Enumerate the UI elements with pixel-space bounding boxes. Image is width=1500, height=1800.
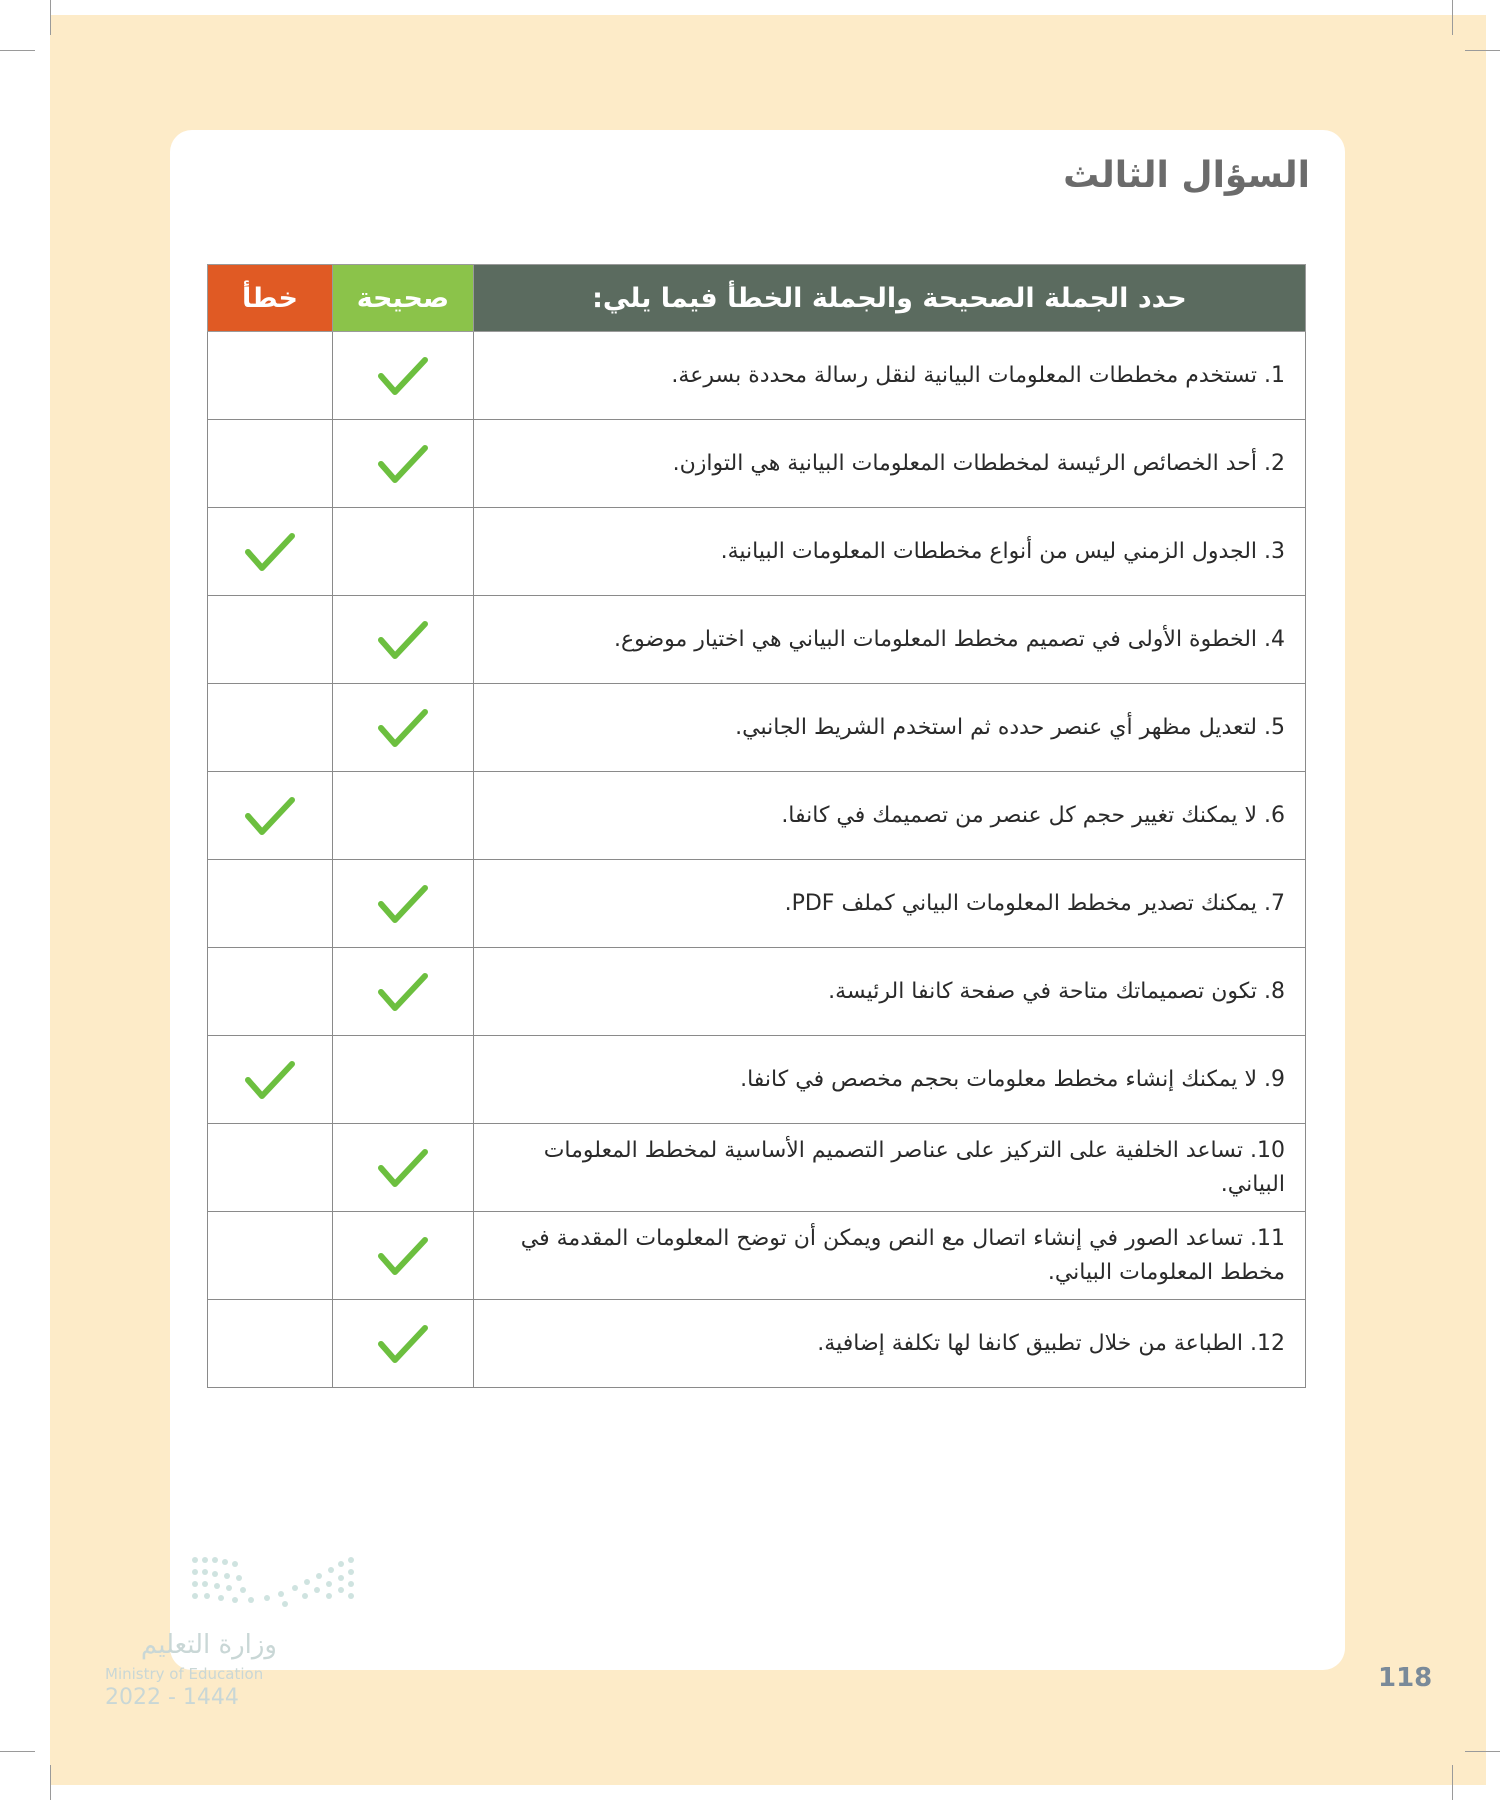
table-row [208,1124,1306,1212]
header-correct: صحيحة [332,265,473,332]
checkmark-icon [377,354,429,398]
table-row [208,948,1306,1036]
table-row [208,860,1306,948]
statement-text: 8. تكون تصميماتك متاحة في صفحة كانفا الرئيسة. [473,948,1305,1036]
table-row [208,772,1306,860]
wrong-cell[interactable] [208,1036,333,1124]
wrong-cell[interactable] [208,772,333,860]
wrong-cell[interactable] [208,508,333,596]
header-wrong: خطأ [208,265,333,332]
ministry-logo-icon [185,1550,360,1610]
wrong-cell[interactable] [208,948,333,1036]
table-row [208,420,1306,508]
statement-text: 4. الخطوة الأولى في تصميم مخطط المعلومات البياني هي اختيار موضوع. [473,596,1305,684]
checkmark-icon [377,970,429,1014]
crop-mark [1465,1751,1500,1752]
checkmark-icon [244,530,296,574]
checkmark-icon [377,1146,429,1190]
crop-mark [0,1751,35,1752]
correct-cell[interactable] [332,420,473,508]
table-row [208,332,1306,420]
wrong-cell[interactable] [208,332,333,420]
correct-cell[interactable] [332,596,473,684]
statement-text: 11. تساعد الصور في إنشاء اتصال مع النص ويمكن أن توضح المعلومات المقدمة في مخطط المعلومات البياني. [473,1212,1305,1300]
checkmark-icon [377,618,429,662]
correct-cell[interactable] [332,948,473,1036]
statement-text: 10. تساعد الخلفية على التركيز على عناصر التصميم الأساسية لمخطط المعلومات البياني. [473,1124,1305,1212]
statement-text: 3. الجدول الزمني ليس من أنواع مخططات المعلومات البيانية. [473,508,1305,596]
wrong-cell[interactable] [208,860,333,948]
crop-mark [50,1765,51,1800]
correct-cell[interactable] [332,1036,473,1124]
wrong-cell[interactable] [208,684,333,772]
wrong-cell[interactable] [208,1212,333,1300]
wrong-cell[interactable] [208,420,333,508]
true-false-table [207,264,1306,1388]
ministry-year: 2022 - 1444 [105,1685,239,1710]
table-header-row [208,265,1306,332]
table-row [208,596,1306,684]
correct-cell[interactable] [332,1300,473,1388]
checkmark-icon [377,1234,429,1278]
statement-text: 1. تستخدم مخططات المعلومات البيانية لنقل رسالة محددة بسرعة. [473,332,1305,420]
crop-mark [0,50,35,51]
checkmark-icon [377,1322,429,1366]
page-number: 118 [1378,1663,1433,1693]
crop-mark [1452,0,1453,35]
wrong-cell[interactable] [208,1124,333,1212]
crop-mark [1465,50,1500,51]
correct-cell[interactable] [332,684,473,772]
checkmark-icon [377,882,429,926]
correct-cell[interactable] [332,772,473,860]
statement-text: 6. لا يمكنك تغيير حجم كل عنصر من تصميمك في كانفا. [473,772,1305,860]
table-row [208,1300,1306,1388]
table-row [208,1212,1306,1300]
statement-text: 9. لا يمكنك إنشاء مخطط معلومات بحجم مخصص في كانفا. [473,1036,1305,1124]
ministry-english-name: Ministry of Education [105,1665,264,1683]
wrong-cell[interactable] [208,596,333,684]
checkmark-icon [377,442,429,486]
correct-cell[interactable] [332,508,473,596]
checkmark-icon [377,706,429,750]
statement-text: 7. يمكنك تصدير مخطط المعلومات البياني كملف PDF. [473,860,1305,948]
table-row [208,1036,1306,1124]
statement-text: 12. الطباعة من خلال تطبيق كانفا لها تكلفة إضافية. [473,1300,1305,1388]
question-title: السؤال الثالث [1063,155,1310,196]
correct-cell[interactable] [332,332,473,420]
statement-text: 5. لتعديل مظهر أي عنصر حدده ثم استخدم الشريط الجانبي. [473,684,1305,772]
correct-cell[interactable] [332,1212,473,1300]
wrong-cell[interactable] [208,1300,333,1388]
checkmark-icon [244,794,296,838]
table-row [208,508,1306,596]
table-row [208,684,1306,772]
checkmark-icon [244,1058,296,1102]
crop-mark [1452,1765,1453,1800]
crop-mark [50,0,51,35]
header-statement: حدد الجملة الصحيحة والجملة الخطأ فيما يلي: [473,265,1305,332]
ministry-arabic-name: وزارة التعليم [140,1630,277,1660]
statement-text: 2. أحد الخصائص الرئيسة لمخططات المعلومات البيانية هي التوازن. [473,420,1305,508]
correct-cell[interactable] [332,1124,473,1212]
correct-cell[interactable] [332,860,473,948]
